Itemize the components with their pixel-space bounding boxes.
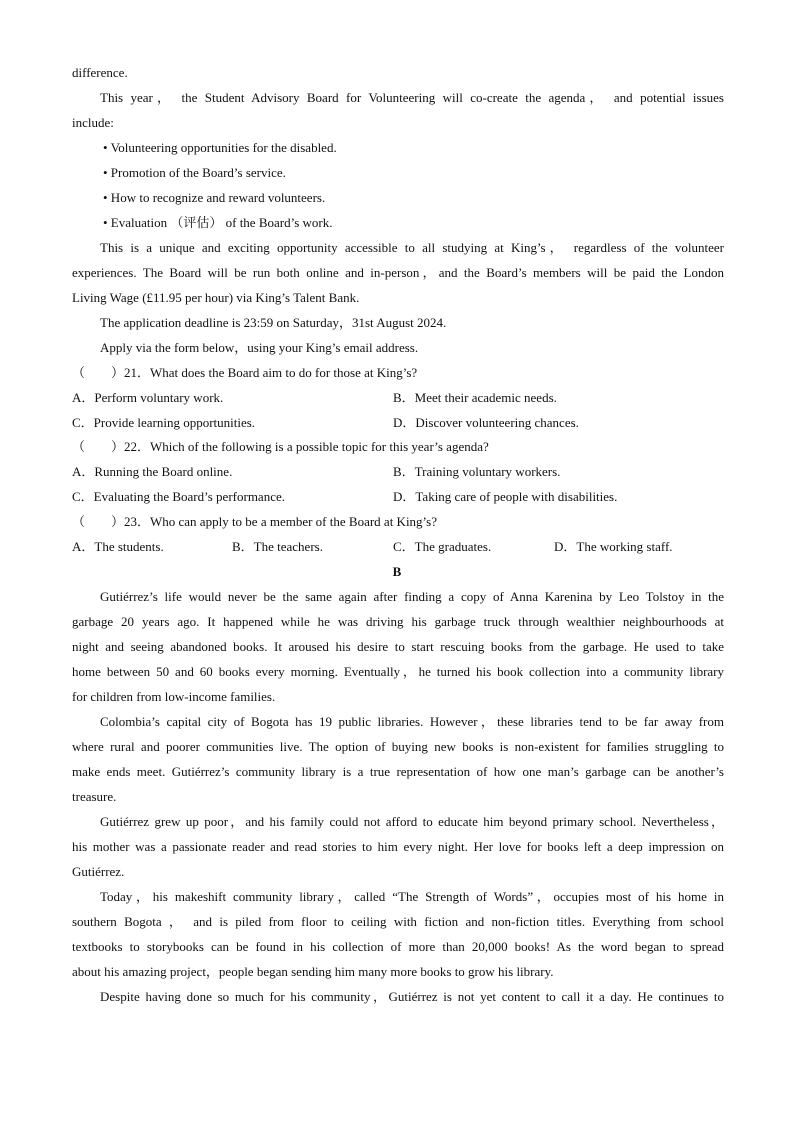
intro-end-line: difference. [72,65,128,80]
passage-line: Colombia’s capital city of Bogota has 19 public libraries. However，these libraries tend to be far away from [100,714,724,729]
passage-line: about his amazing project，people began sending him many more books to grow his library. [72,964,554,979]
agenda-paragraph-line-2: include: [72,115,114,130]
question-23-stem: （ ）23．Who can apply to be a member of the Board at King’s? [72,514,437,529]
q22-option-d: D．Taking care of people with disabilities. [393,489,618,504]
passage-line: Gutiérrez’s life would never be the same again after finding a copy of Anna Karenina by Leo Tolstoy in the [100,589,724,604]
section-b-heading: B [392,564,402,579]
deadline-line: The application deadline is 23:59 on Saturday，31st August 2024. [100,315,447,330]
q21-option-c: C．Provide learning opportunities. [72,415,256,430]
q23-option-c: C．The graduates. [393,539,492,554]
question-22-stem: （ ）22．Which of the following is a possible topic for this year’s agenda? [72,439,489,454]
bullet-item: • Promotion of the Board’s service. [103,165,286,180]
passage-line: Gutiérrez. [72,864,125,879]
passage-line: Today，his makeshift community library，called “The Strength of Words”，occupies most of his home in [100,889,724,904]
passage-line: southern Bogota ， and is piled from floor to ceiling with fiction and non-fiction titles. Everything from school [72,914,724,929]
q23-option-d: D．The working staff. [554,539,673,554]
q23-option-b: B．The teachers. [232,539,323,554]
passage-line: his mother was a passionate reader and read stories to him every night. Her love for books left a deep impression on [72,839,724,854]
passage-line: Gutiérrez grew up poor，and his family could not afford to educate him beyond primary school. Nevertheless， [100,814,724,829]
bullet-item: • Evaluation （评估） of the Board’s work. [103,215,333,230]
passage-line: night and seeing abandoned books. It aroused his desire to start rescuing books from the garbage. He used to take [72,639,724,654]
passage-line: make ends meet. Gutiérrez’s community library is a true representation of how one man’s garbage can be another’s [72,764,724,779]
passage-line: textbooks to storybooks can be found in his collection of more than 20,000 books! As the word began to spread [72,939,724,954]
passage-line: where rural and poorer communities live. The option of buying new books is non-existent for families struggling to [72,739,724,754]
question-21-stem: （ ）21．What does the Board aim to do for those at King’s? [72,365,418,380]
q22-option-a: A．Running the Board online. [72,464,233,479]
q23-option-a: A．The students. [72,539,164,554]
unique-paragraph-line-2: experiences. The Board will be run both online and in-person，and the Board’s members will be paid the London [72,265,724,280]
passage-line: home between 50 and 60 books every morning. Eventually，he turned his book collection into a community library [72,664,724,679]
bullet-item: • Volunteering opportunities for the disabled. [103,140,337,155]
q21-option-d: D．Discover volunteering chances. [393,415,579,430]
passage-line: garbage 20 years ago. It happened while he was driving his garbage truck through wealthier neighbourhoods at [72,614,724,629]
passage-line: treasure. [72,789,117,804]
q22-option-b: B．Training voluntary workers. [393,464,561,479]
q21-option-a: A．Perform voluntary work. [72,390,224,405]
q21-option-b: B．Meet their academic needs. [393,390,557,405]
apply-line: Apply via the form below，using your King’s email address. [100,340,419,355]
passage-line: Despite having done so much for his community，Gutiérrez is not yet content to call it a day. He continues to [100,989,724,1004]
q22-option-c: C．Evaluating the Board’s performance. [72,489,285,504]
bullet-item: • How to recognize and reward volunteers. [103,190,326,205]
unique-paragraph-line-1: This is a unique and exciting opportunity accessible to all studying at King’s， regardless of the volunteer [100,240,724,255]
passage-line: for children from low-income families. [72,689,276,704]
agenda-paragraph-line-1: This year， the Student Advisory Board for Volunteering will co-create the agenda， and potential issues [100,90,724,105]
unique-paragraph-line-3: Living Wage (£11.95 per hour) via King’s Talent Bank. [72,290,360,305]
